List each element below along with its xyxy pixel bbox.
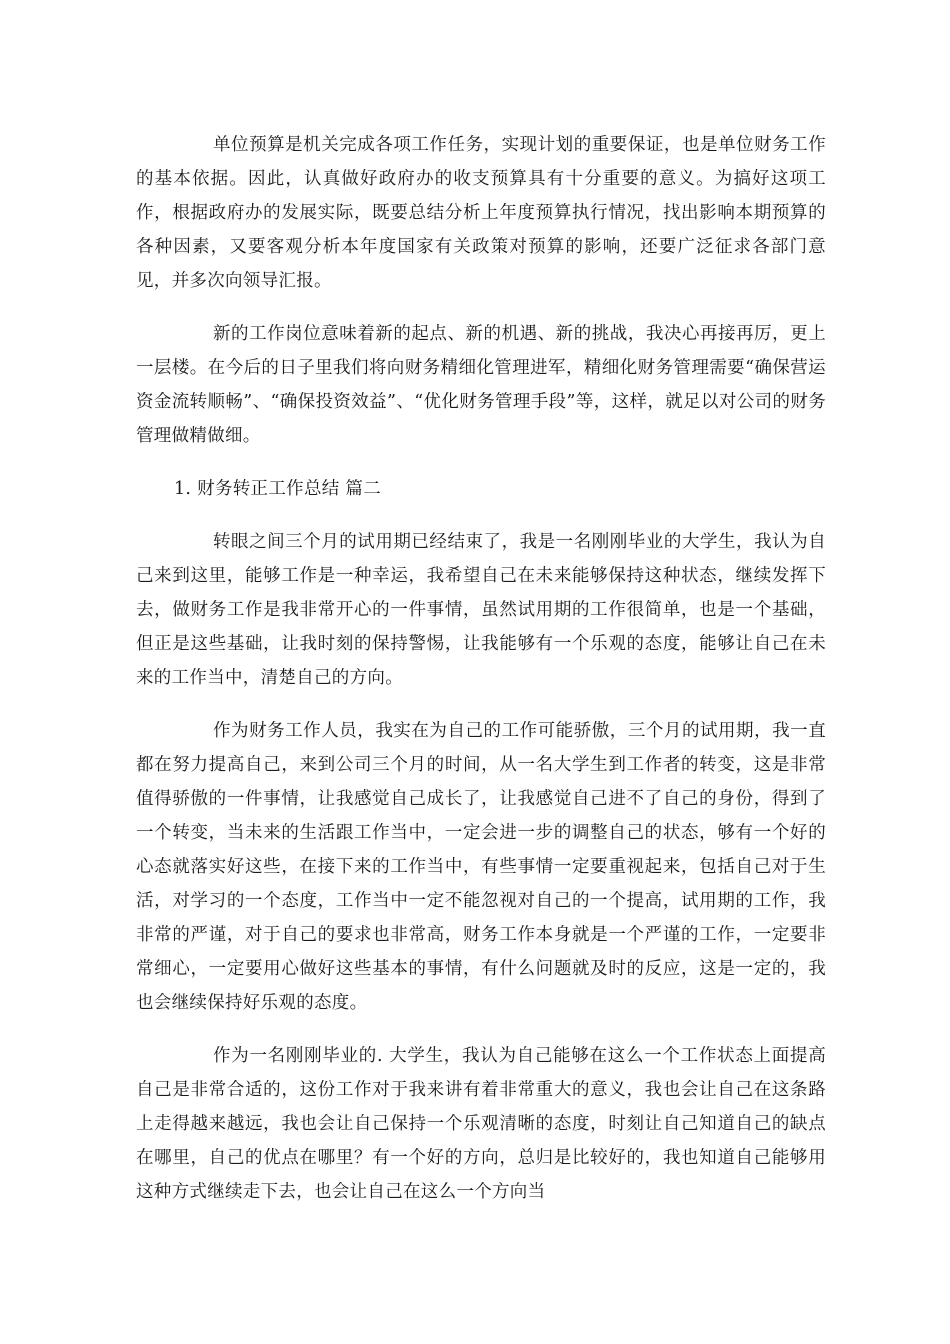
section-heading: 1. 财务转正工作总结 篇二 [174,479,382,499]
paragraph-probation-end: 转眼之间三个月的试用期已经结束了，我是一名刚刚毕业的大学生，我认为自己来到这里，能够工作是一种幸运，我希望自己在未来能够保持这种状态，继续发挥下去，做财务工作是我非常开心的一件事情，虽然试用期的工作很简单，也是一个基础，但正是这些基础，让我时刻的保持警惕，让我能够有一个乐观的态度，能够让自己在未来的工作当中，清楚自己的方向。 [136,532,826,688]
paragraph-finance-staff: 作为财务工作人员，我实在为自己的工作可能骄傲，三个月的试用期，我一直都在努力提高自己，来到公司三个月的时间，从一名大学生到工作者的转变，这是非常值得骄傲的一件事情，让我感觉自己成长了，让我感觉自己进不了自己的身份，得到了一个转变，当未来的生活跟工作当中，一定会进一步的调整自己的状态，够有一个好的心态就落实好这些，在接下来的工作当中，有些事情一定要重视起来，包括自己对于生活，对学习的一个态度，工作当中一定不能忽视对自己的一个提高，试用期的工作，我非常的严谨，对于自己的要求也非常高，财务工作本身就是一个严谨的工作，一定要非常细心，一定要用心做好这些基本的事情，有什么问题就及时的反应，这是一定的，我也会继续保持好乐观的态度。 [136,721,826,1013]
paragraph-new-position: 新的工作岗位意味着新的起点、新的机遇、新的挑战，我决心再接再厉，更上一层楼。在今后的日子里我们将向财务精细化管理进军，精细化财务管理需要“确保营运资金流转顺畅”、“确保投资效益”、“优化财务管理手段”等，这样，就足以对公司的财务管理做精做细。 [136,324,826,446]
paragraph-budget: 单位预算是机关完成各项工作任务，实现计划的重要保证，也是单位财务工作的基本依据。因此，认真做好政府办的收支预算具有十分重要的意义。为搞好这项工作，根据政府办的发展实际，既要总结分析上年度预算执行情况，找出影响本期预算的各种因素，又要客观分析本年度国家有关政策对预算的影响，还要广泛征求各部门意见，并多次向领导汇报。 [136,135,826,291]
paragraph-graduate: 作为一名刚刚毕业的. 大学生，我认为自己能够在这么一个工作状态上面提高自己是非常合适的，这份工作对于我来讲有着非常重大的意义，我也会让自己在这条路上走得越来越远，我也会让自己保持一个乐观清晰的态度，时刻让自己知道自己的缺点在哪里，自己的优点在哪里？有一个好的方向，总归是比较好的，我也知道自己能够用这种方式继续走下去，也会让自己在这么一个方向当 [136,1046,826,1202]
document-body [136,128,826,1209]
